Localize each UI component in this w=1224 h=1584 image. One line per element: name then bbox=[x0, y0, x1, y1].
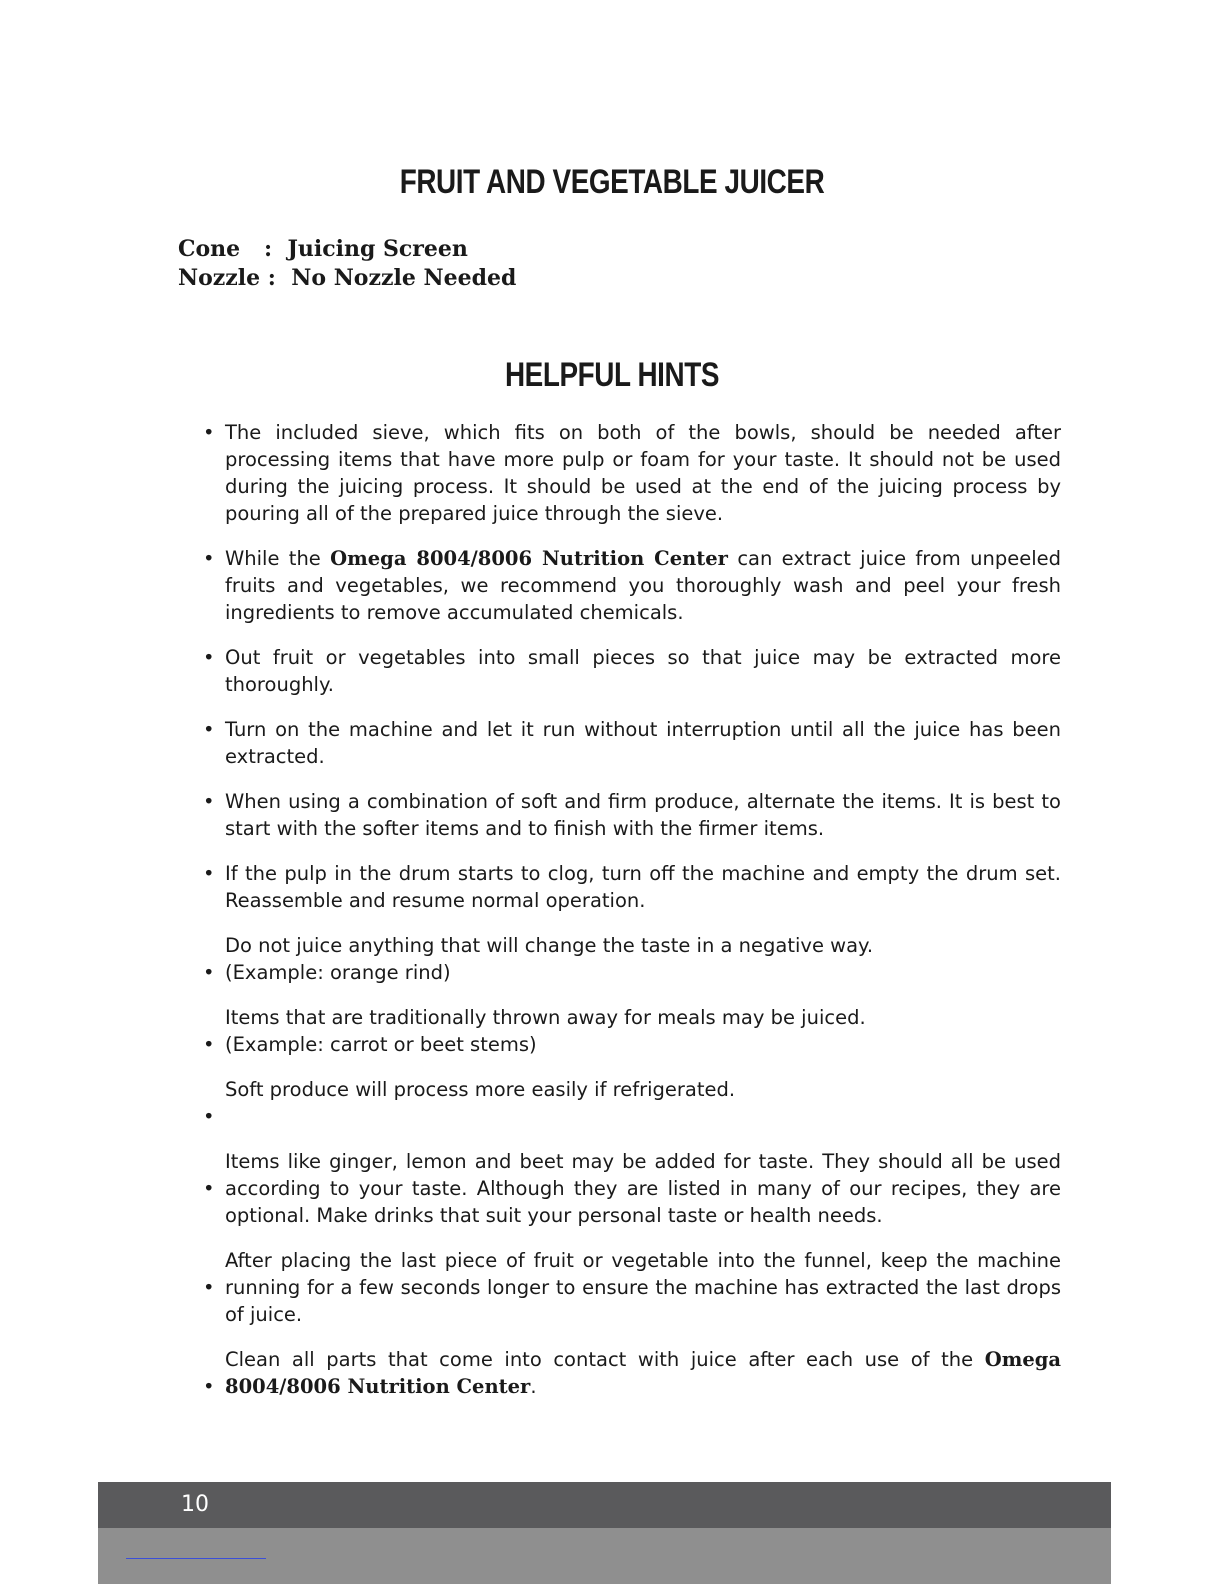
list-item: • When using a combination of soft and firm produce, alternate the items. It is best to start with the softer items and to finish with the firmer items. bbox=[225, 788, 1061, 842]
hint-text: • Items that are traditionally thrown away for meals may be juiced. bbox=[225, 1006, 866, 1029]
brand-name: Omega 8004/8006 Nutrition Center bbox=[330, 547, 728, 570]
hint-text: While the bbox=[225, 547, 321, 570]
spec-nozzle-value: No Nozzle Needed bbox=[291, 265, 517, 291]
list-item bbox=[225, 1076, 1061, 1130]
list-item bbox=[225, 1004, 1061, 1058]
hint-text: Clean all parts that come into contact with juice after each use of the bbox=[225, 1348, 974, 1371]
list-item bbox=[225, 545, 1061, 626]
spec-separator: : bbox=[267, 265, 276, 291]
list-item: • Turn on the machine and let it run without interruption until all the juice has been extracted. bbox=[225, 716, 1061, 770]
spec-separator: : bbox=[264, 236, 273, 262]
hint-example: (Example: orange rind) bbox=[225, 961, 451, 984]
hint-text: can extract juice from unpeeled fruits and vegetables, we recommend you thoroughly wash and peel your fresh ingredients to remove accumulated chemicals. bbox=[225, 547, 1062, 624]
hints-list bbox=[225, 419, 1061, 1418]
spec-nozzle-label: Nozzle bbox=[178, 265, 261, 291]
spec-nozzle bbox=[178, 265, 516, 291]
footer-bar bbox=[98, 1482, 1111, 1528]
hint-text: • Do not juice anything that will change the taste in a negative way. bbox=[225, 934, 874, 957]
link-underline bbox=[126, 1558, 266, 1559]
page-title: FRUIT AND VEGETABLE JUICER bbox=[399, 163, 825, 201]
page-footer bbox=[98, 1482, 1111, 1584]
page-number: 10 bbox=[181, 1492, 209, 1517]
spec-cone bbox=[178, 236, 468, 262]
list-item: • Items like ginger, lemon and beet may be added for taste. They should all be used according to your taste. Although they are listed in many of our recipes, they are optional. Make drinks that suit your personal taste or health needs. bbox=[225, 1148, 1061, 1229]
hint-example: (Example: carrot or beet stems) bbox=[225, 1033, 537, 1056]
spec-cone-label: Cone bbox=[178, 236, 241, 262]
list-item bbox=[225, 1346, 1061, 1400]
brand-name: Omega 8004/8006 Nutrition Center bbox=[225, 1348, 1061, 1398]
spec-cone-value: Juicing Screen bbox=[287, 236, 468, 262]
list-item: • After placing the last piece of fruit or vegetable into the funnel, keep the machine running for a few seconds longer to ensure the machine has extracted the last drops of juice. bbox=[225, 1247, 1061, 1328]
hint-text: . bbox=[530, 1375, 537, 1398]
list-item bbox=[225, 932, 1061, 986]
section-title-helpful-hints: HELPFUL HINTS bbox=[504, 356, 720, 394]
list-item: • Out fruit or vegetables into small pieces so that juice may be extracted more thoroughly. bbox=[225, 644, 1061, 698]
hint-text: • Soft produce will process more easily if refrigerated. bbox=[225, 1078, 736, 1101]
list-item: • The included sieve, which fits on both of the bowls, should be needed after processing items that have more pulp or foam for your taste. It should not be used during the juicing process. It should be used at the end of the juicing process by pouring all of the prepared juice through the sieve. bbox=[225, 419, 1061, 527]
list-item: • If the pulp in the drum starts to clog, turn off the machine and empty the drum set. Reassemble and resume normal operation. bbox=[225, 860, 1061, 914]
